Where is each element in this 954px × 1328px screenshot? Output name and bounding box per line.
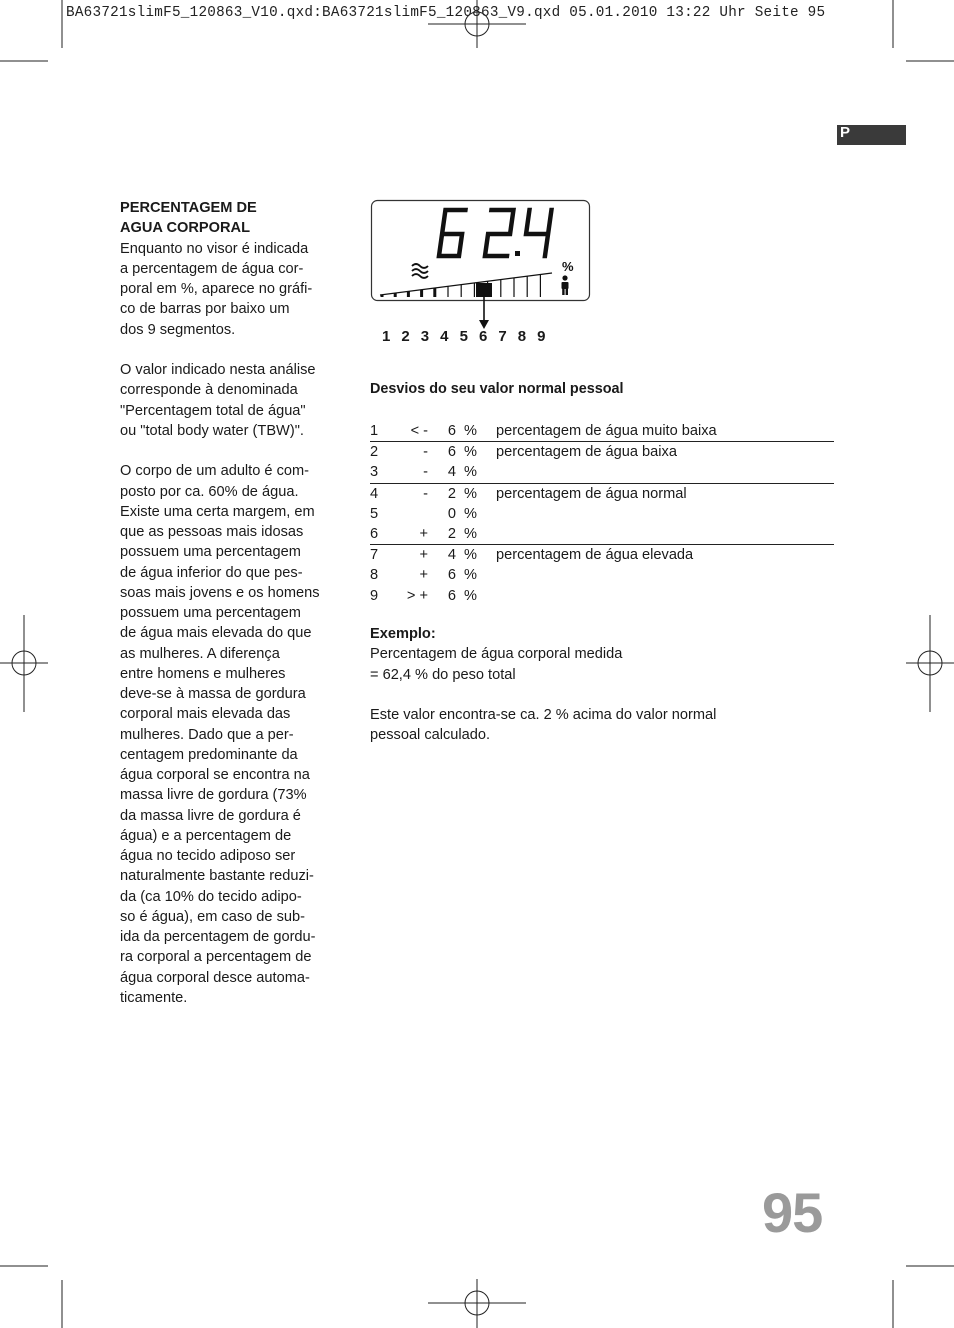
deviation-row	[370, 462, 834, 482]
deviation-desc: percentagem de água baixa	[496, 444, 677, 461]
text-line: de água inferior do que pes-	[120, 564, 303, 581]
text-line: Enquanto no visor é indicada	[120, 240, 309, 257]
deviation-row	[370, 565, 834, 585]
text-line: água) e a percentagem de	[120, 827, 292, 844]
page-number: 95	[762, 1181, 823, 1244]
deviation-row	[370, 586, 834, 606]
deviation-pct: %	[464, 567, 477, 584]
text-line: possuem uma percentagem	[120, 544, 301, 561]
deviation-val: 4	[447, 464, 456, 481]
text-line: co de barras por baixo um	[120, 301, 290, 318]
paragraph-1	[120, 239, 342, 340]
deviation-row	[370, 421, 834, 441]
segment-numbers	[382, 328, 557, 345]
deviation-num: 7	[370, 547, 379, 564]
deviation-num: 8	[370, 567, 379, 584]
display-digits	[439, 210, 551, 256]
digit-2	[485, 210, 513, 256]
decimal-point	[515, 251, 520, 256]
deviation-val: 0	[447, 505, 456, 522]
segment-number: 4	[440, 328, 449, 345]
text-line: dos 9 segmentos.	[120, 321, 236, 338]
text-line: so é água), em caso de sub-	[120, 908, 305, 925]
digit-4	[523, 210, 551, 256]
print-slug: BA63721slimF5_120863_V10.qxd:BA63721slimF5_120863_V9.qxd 05.01.2010 13:22 Uhr Seite 95	[66, 5, 826, 21]
text-line: Existe uma certa margem, em	[120, 503, 315, 520]
deviation-num: 9	[370, 587, 379, 604]
text-line: "Percentagem total de água"	[120, 402, 306, 419]
example-line-3: Este valor encontra-se ca. 2 % acima do valor normal	[370, 707, 717, 723]
deviation-pct: %	[464, 464, 477, 481]
text-line: posto por ca. 60% de água.	[120, 483, 299, 500]
text-line: mulheres. Dado que a per-	[120, 726, 294, 743]
deviation-pct: %	[464, 444, 477, 461]
heading-line-1: PERCENTAGEM DE	[120, 200, 257, 216]
deviation-sign: -	[423, 464, 428, 481]
text-line: ticamente.	[120, 989, 188, 1006]
text-line: poral em %, aparece no gráfi-	[120, 281, 313, 297]
deviation-pct: %	[464, 525, 477, 542]
bar-baseline-slope	[380, 273, 552, 295]
deviation-row	[370, 524, 834, 544]
segment-bar-graph	[380, 273, 552, 295]
text-line: ou "total body water (TBW)".	[120, 422, 304, 439]
example-line-2: = 62,4 % do peso total	[370, 666, 516, 683]
text-line: corporal mais elevada das	[120, 706, 291, 723]
deviation-row	[370, 504, 834, 524]
deviation-num: 6	[370, 525, 379, 542]
deviation-num: 4	[370, 485, 379, 502]
registration-mark-right	[906, 615, 954, 712]
example-line-4: pessoal calculado.	[370, 727, 491, 744]
segment-number: 5	[459, 328, 468, 345]
percent-sign: %	[562, 259, 574, 274]
deviation-pct: %	[464, 505, 477, 522]
text-line: que as pessoas mais idosas	[120, 524, 304, 540]
text-line: da massa livre de gordura é	[120, 807, 301, 824]
deviation-val: 6	[447, 444, 456, 461]
text-line: da (ca 10% do tecido adipo-	[120, 888, 302, 905]
text-line: possuem uma percentagem	[120, 605, 301, 621]
registration-mark-bottom	[428, 1279, 526, 1328]
text-line: naturalmente bastante reduzi-	[120, 868, 314, 885]
segment-number: 2	[401, 328, 410, 345]
text-line: centagem predominante da	[120, 746, 298, 763]
segment-number: 3	[420, 328, 430, 345]
deviation-num: 2	[370, 444, 379, 461]
text-line: água corporal se encontra na	[120, 767, 310, 783]
registration-mark-top	[428, 0, 526, 48]
segment-number: 9	[537, 328, 546, 345]
deviation-sign: < -	[410, 423, 428, 439]
segment-number: 6	[478, 328, 488, 345]
section-heading	[120, 198, 342, 239]
scale-display-illustration	[370, 198, 600, 348]
deviation-val: 6	[447, 567, 456, 584]
left-column	[120, 198, 342, 1008]
segment-number: 7	[498, 328, 507, 345]
text-line: a percentagem de água cor-	[120, 260, 304, 277]
text-line: O corpo de um adulto é com-	[120, 463, 309, 480]
deviation-table	[370, 421, 834, 606]
deviation-pct: %	[464, 423, 477, 439]
segment-number: 1	[382, 328, 391, 345]
deviation-row	[370, 483, 834, 504]
example-title: Exemplo:	[370, 626, 436, 642]
text-line: massa livre de gordura (73%	[120, 787, 307, 804]
deviation-sign: +	[419, 547, 428, 564]
deviation-pct: %	[464, 485, 477, 502]
water-waves-icon	[412, 264, 428, 278]
text-line: entre homens e mulheres	[120, 665, 286, 682]
example-line-1: Percentagem de água corporal medida	[370, 646, 623, 663]
deviation-val: 2	[447, 525, 456, 542]
deviation-pct: %	[464, 547, 477, 564]
deviation-val: 4	[447, 547, 456, 564]
text-line: corresponde à denominada	[120, 382, 298, 399]
deviation-sign: +	[419, 567, 428, 584]
deviation-val: 6	[447, 423, 456, 439]
deviation-num: 3	[370, 464, 379, 481]
deviation-row	[370, 544, 834, 565]
deviation-val: 6	[447, 587, 456, 604]
text-line: as mulheres. A diferença	[120, 645, 280, 662]
person-icon	[562, 275, 569, 295]
deviation-pct: %	[464, 587, 477, 604]
registration-mark-left	[0, 615, 48, 712]
deviation-title: Desvios do seu valor normal pessoal	[370, 381, 624, 397]
text-line: água no tecido adiposo ser	[120, 848, 296, 864]
deviation-num: 5	[370, 505, 379, 522]
heading-line-2: AGUA CORPORAL	[120, 220, 250, 237]
segment-arrow	[479, 293, 489, 329]
text-line: ra corporal a percentagem de	[120, 949, 312, 966]
deviation-num: 1	[370, 423, 379, 439]
text-line: água corporal desce automa-	[120, 969, 310, 986]
language-tab: P	[837, 125, 906, 145]
text-line: de água mais elevada do que	[120, 625, 312, 642]
paragraph-2	[120, 360, 342, 441]
deviation-sign: +	[419, 525, 428, 542]
deviation-desc: percentagem de água normal	[496, 485, 687, 502]
deviation-sign: -	[423, 444, 428, 461]
deviation-sign: > +	[406, 587, 428, 604]
deviation-row	[370, 441, 834, 462]
deviation-desc: percentagem de água muito baixa	[496, 423, 717, 439]
deviation-val: 2	[447, 485, 456, 502]
deviation-desc: percentagem de água elevada	[496, 547, 694, 564]
example-block	[370, 624, 790, 746]
paragraph-3	[120, 461, 342, 1008]
text-line: soas mais jovens e os homens	[120, 584, 320, 601]
text-line: ida da percentagem de gordu-	[120, 929, 316, 945]
segment-number: 8	[517, 328, 527, 345]
digit-6	[439, 210, 465, 256]
text-line: deve-se à massa de gordura	[120, 686, 306, 702]
text-line: O valor indicado nesta análise	[120, 362, 316, 378]
deviation-sign: -	[423, 485, 428, 502]
